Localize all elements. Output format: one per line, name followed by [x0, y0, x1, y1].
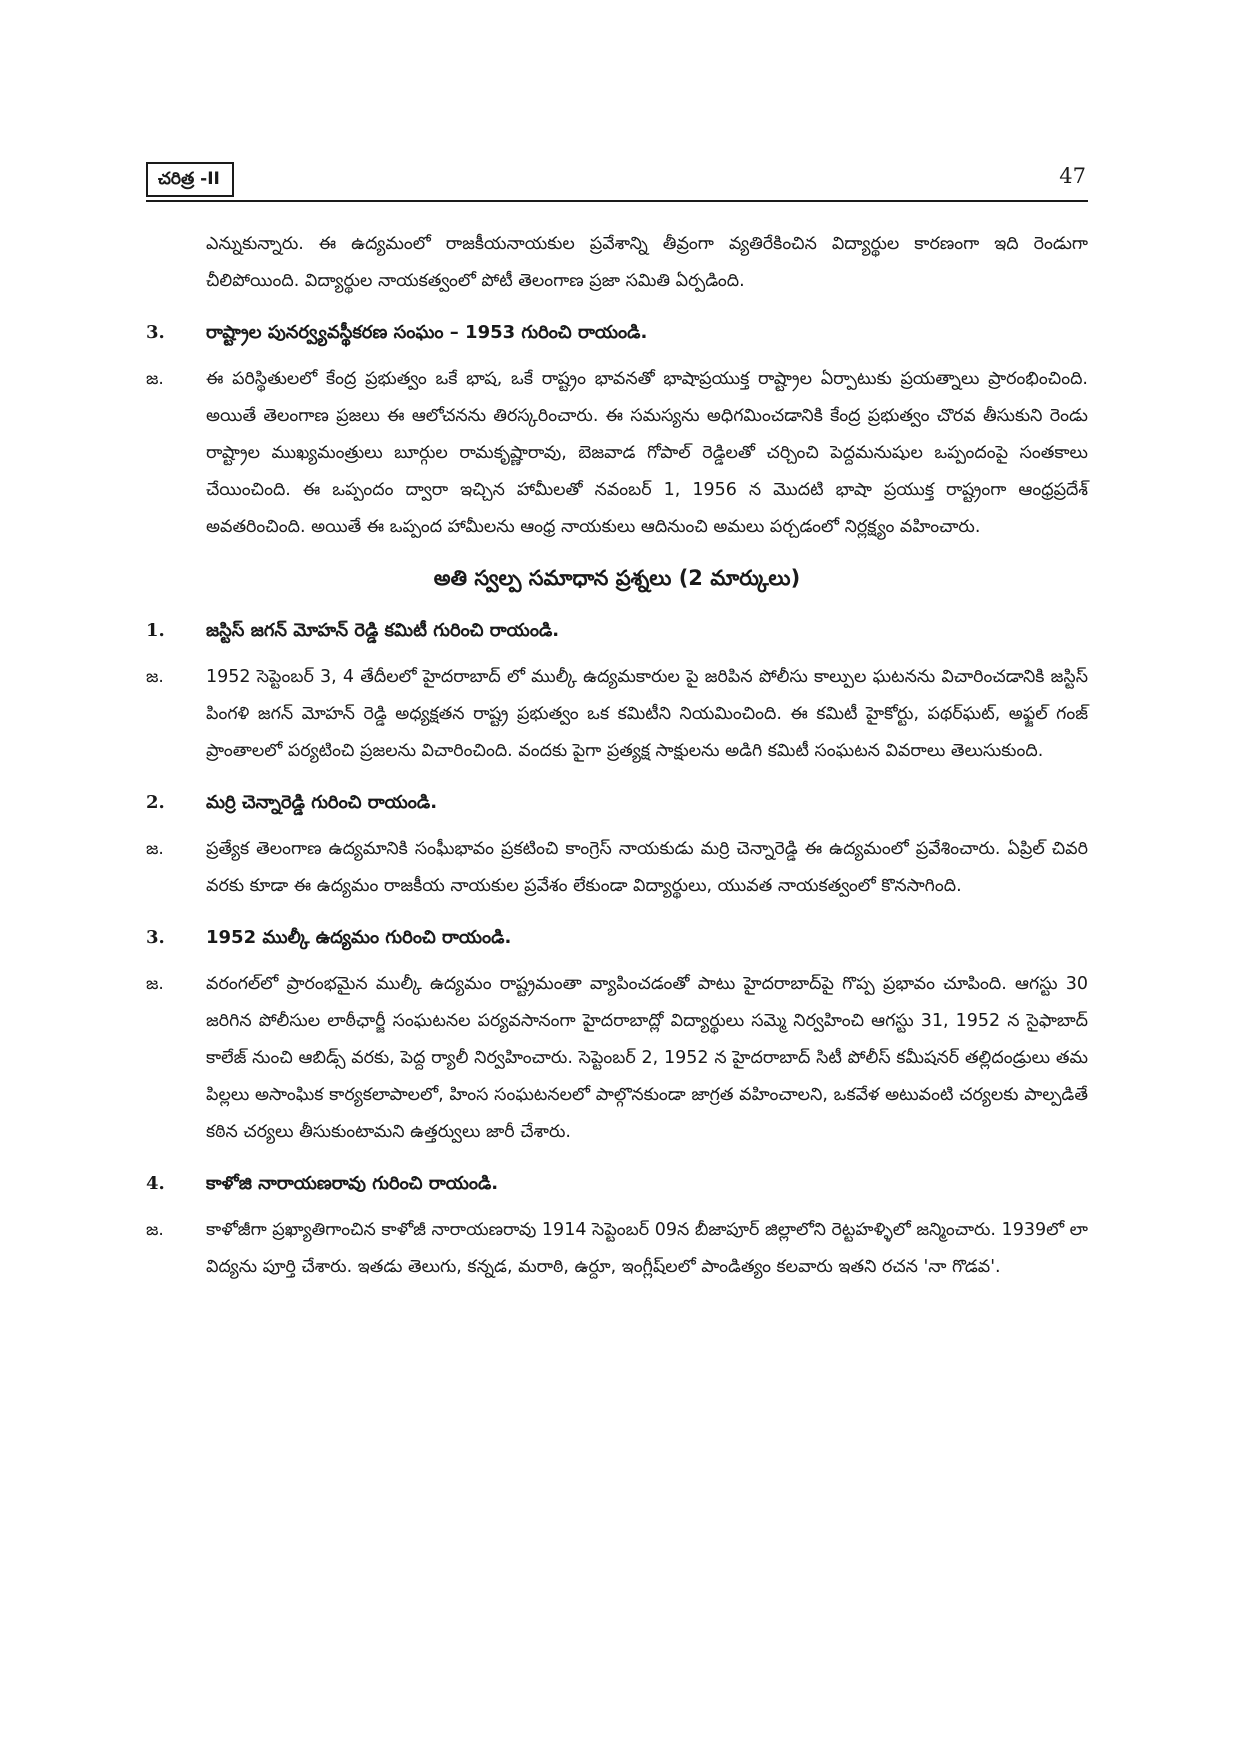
question-text: 1952 ముల్కీ ఉద్యమం గురించి రాయండి. [206, 927, 512, 948]
question-text: మర్రి చెన్నారెడ్డి గురించి రాయండి. [206, 792, 438, 813]
header-divider [146, 200, 1088, 202]
question-text: కాళోజి నారాయణరావు గురించి రాయండి. [206, 1173, 499, 1194]
question-heading [146, 784, 1088, 821]
answer-block [146, 659, 1088, 770]
answer-block [146, 831, 1088, 905]
question-text: జస్టిస్ జగన్ మోహన్ రెడ్డి కమిటీ గురించి రాయండి. [206, 620, 560, 641]
answer-label: జ. [146, 667, 164, 687]
page-content [146, 226, 1088, 1286]
question-number: 3. [146, 927, 165, 948]
answer-text: 1952 సెప్టెంబర్ 3, 4 తేదీలలో హైదరాబాద్ లో ముల్కీ ఉద్యమకారుల పై జరిపిన పోలీసు కాల్పుల ఘటనను విచారించడానికి జస్టిస్ పింగళి జగన్ మోహన్ రెడ్డి అధ్యక్షతన రాష్ట్ర ప్రభుత్వం ఒక కమిటీని నియమించింది. ఈ కమిటీ హైకోర్టు, పథర్‌ఘట్, అఫ్జల్ గంజ్ ప్రాంతాలలో పర్యటించి ప్రజలను విచారించింది. వందకు పైగా ప్రత్యక్ష సాక్షులను అడిగి కమిటీ సంఘటన వివరాలు తెలుసుకుంది. [206, 667, 1088, 761]
question-heading [146, 919, 1088, 956]
answer-label: జ. [146, 839, 164, 859]
answer-label: జ. [146, 974, 164, 994]
answer-block [146, 361, 1088, 546]
question-number: 1. [146, 620, 165, 641]
intro-continuation-paragraph: ఎన్నుకున్నారు. ఈ ఉద్యమంలో రాజకీయనాయకుల ప్రవేశాన్ని తీవ్రంగా వ్యతిరేకించిన విద్యార్థుల కారణంగా ఇది రెండుగా చీలిపోయింది. విద్యార్థుల నాయకత్వంలో పోటీ తెలంగాణ ప్రజా సమితి ఏర్పడింది. [206, 234, 1088, 291]
question-heading [146, 612, 1088, 649]
question-heading [146, 1165, 1088, 1202]
page-number: 47 [1059, 164, 1086, 188]
question-number: 4. [146, 1173, 165, 1194]
answer-label: జ. [146, 369, 164, 389]
question-text: రాష్ట్రాల పునర్వ్యవస్థీకరణ సంఘం – 1953 గురించి రాయండి. [206, 322, 648, 343]
question-number: 2. [146, 792, 165, 813]
question-heading [146, 314, 1088, 351]
answer-text: ఈ పరిస్థితులలో కేంద్ర ప్రభుత్వం ఒకే భాష, ఒకే రాష్ట్రం భావనతో భాషాప్రయుక్త రాష్ట్రాల ఏర్పాటుకు ప్రయత్నాలు ప్రారంభించింది. అయితే తెలంగాణ ప్రజలు ఈ ఆలోచనను తిరస్కరించారు. ఈ సమస్యను అధిగమించడానికి కేంద్ర ప్రభుత్వం చొరవ తీసుకుని రెండు రాష్ట్రాల ముఖ్యమంత్రులు బూర్గుల రామకృష్ణారావు, బెజవాడ గోపాల్ రెడ్డిలతో చర్చించి పెద్దమనుషుల ఒప్పందంపై సంతకాలు చేయించింది. ఈ ఒప్పందం ద్వారా ఇచ్చిన హామీలతో నవంబర్ 1, 1956 న మొదటి భాషా ప్రయుక్త రాష్ట్రంగా ఆంధ్రప్రదేశ్ అవతరించింది. అయితే ఈ ఒప్పంద హామీలను ఆంధ్ర నాయకులు ఆదినుంచి అమలు పర్చడంలో నిర్లక్ష్యం వహించారు. [206, 369, 1088, 537]
answer-block [146, 966, 1088, 1151]
answer-text: ప్రత్యేక తెలంగాణ ఉద్యమానికి సంఘీభావం ప్రకటించి కాంగ్రెస్ నాయకుడు మర్రి చెన్నారెడ్డి ఈ ఉద్యమంలో ప్రవేశించారు. ఏప్రిల్ చివరి వరకు కూడా ఈ ఉద్యమం రాజకీయ నాయకుల ప్రవేశం లేకుండా విద్యార్థులు, యువత నాయకత్వంలో కొనసాగింది. [206, 839, 1088, 896]
question-number: 3. [146, 322, 165, 343]
answer-block [146, 1212, 1088, 1286]
answer-label: జ. [146, 1220, 164, 1240]
section-title: అతి స్వల్ప సమాధాన ప్రశ్నలు (2 మార్కులు) [433, 566, 801, 590]
answer-text: వరంగల్‌లో ప్రారంభమైన ముల్కీ ఉద్యమం రాష్ట్రమంతా వ్యాపించడంతో పాటు హైదరాబాద్‌పై గొప్ప ప్రభావం చూపింది. ఆగస్టు 30 జరిగిన పోలీసుల లాఠీఛార్జీ సంఘటనల పర్యవసానంగా హైదరాబాద్లో విద్యార్థులు సమ్మె నిర్వహించి ఆగస్టు 31, 1952 న సైఫాబాద్ కాలేజ్ నుంచి ఆబిడ్స్ వరకు, పెద్ద ర్యాలీ నిర్వహించారు. సెప్టెంబర్ 2, 1952 న హైదరాబాద్ సిటీ పోలీస్ కమీషనర్ తల్లిదండ్రులు తమ పిల్లలు అసాంఘిక కార్యకలాపాలలో, హింస సంఘటనలలో పాల్గొనకుండా జాగ్రత వహించాలని, ఒకవేళ అటువంటి చర్యలకు పాల్పడితే కఠిన చర్యలు తీసుకుంటామని ఉత్తర్వులు జారీ చేశారు. [206, 974, 1088, 1142]
page-header [146, 162, 1086, 202]
subject-label: చరిత్ర -II [146, 162, 234, 197]
answer-text: కాళోజీగా ప్రఖ్యాతిగాంచిన కాళోజీ నారాయణరావు 1914 సెప్టెంబర్ 09న బీజాపూర్ జిల్లాలోని రెట్టహళ్ళిలో జన్మించారు. 1939లో లా విద్యను పూర్తి చేశారు. ఇతడు తెలుగు, కన్నడ, మరాఠి, ఉర్దూ, ఇంగ్లీష్‌లలో పాండిత్యం కలవారు ఇతని రచన 'నా గొడవ'. [206, 1220, 1088, 1277]
